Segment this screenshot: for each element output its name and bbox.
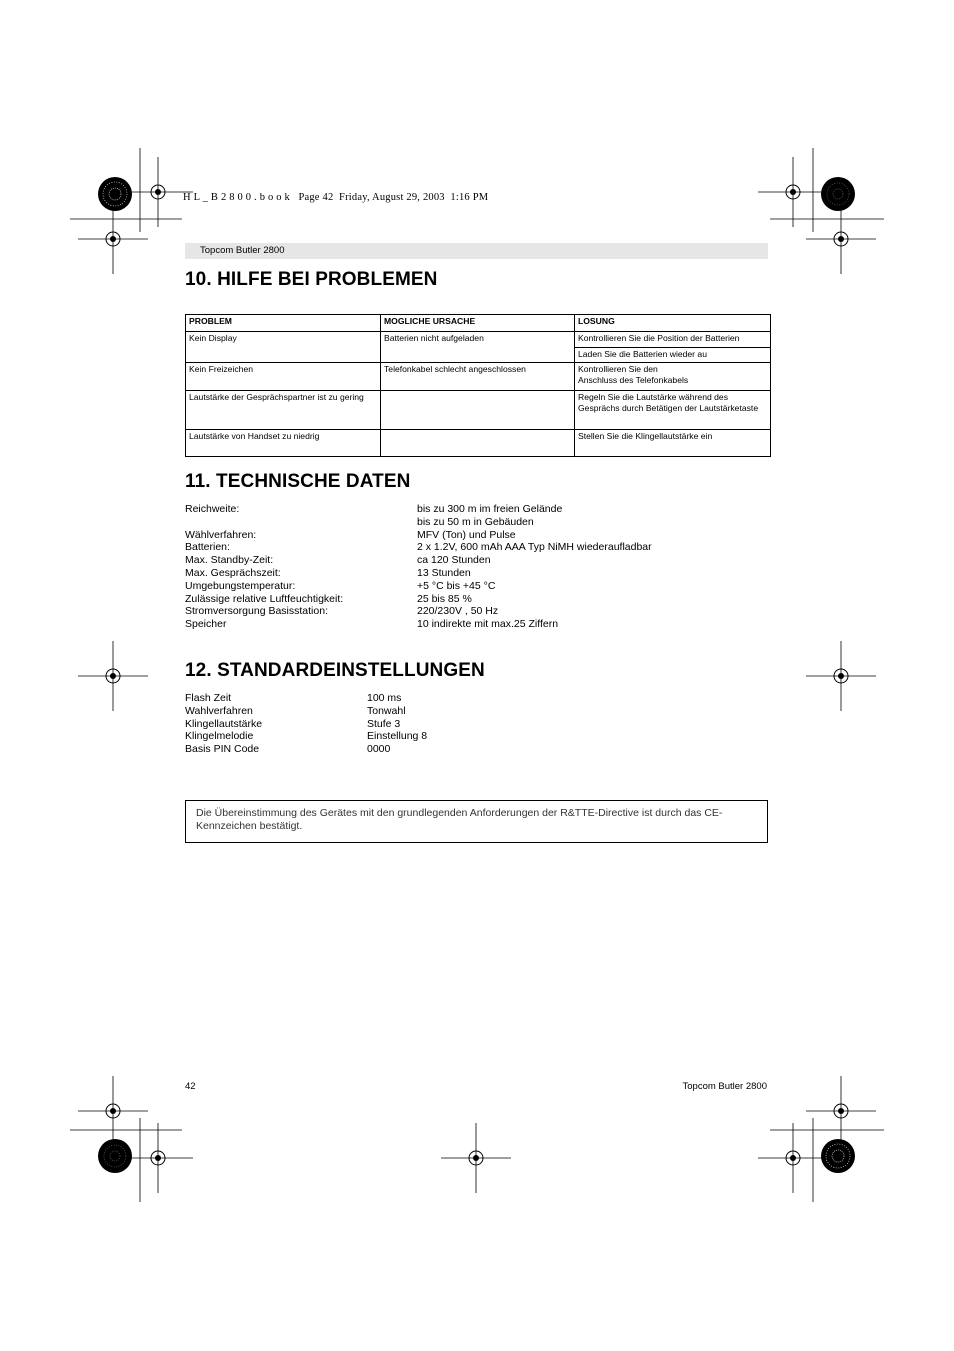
spec-value: ca 120 Stunden xyxy=(417,554,491,567)
setting-value: 100 ms xyxy=(367,692,402,704)
list-item xyxy=(185,743,427,756)
list-item xyxy=(185,529,652,542)
spec-value: bis zu 300 m im freien Gelände xyxy=(417,503,563,515)
cause-cell xyxy=(381,430,575,457)
problem-cell: Lautstärke von Handset zu niedrig xyxy=(186,430,381,457)
setting-value: 0000 xyxy=(367,743,391,756)
setting-value: Tonwahl xyxy=(367,704,406,717)
setting-value: Einstellung 8 xyxy=(367,730,428,743)
setting-label: Wahlverfahren xyxy=(185,704,253,717)
solution-cell: Laden Sie die Batterien wieder au xyxy=(575,347,771,362)
troubleshooting-table xyxy=(185,314,771,457)
solution-cell: Regeln Sie die Lautstärke während des Gesprächs durch Betätigen der Lautstärketaste xyxy=(575,390,771,430)
list-item xyxy=(185,567,652,580)
cause-cell: Telefonkabel schlecht angeschlossen xyxy=(381,362,575,390)
table-row xyxy=(186,390,771,430)
section-11-title: 11. TECHNISCHE DATEN xyxy=(185,471,411,492)
spec-value: 25 bis 85 % xyxy=(417,592,472,605)
spec-value: MFV (Ton) und Pulse xyxy=(417,528,516,541)
list-item xyxy=(185,605,652,618)
spec-label: Max. Standby-Zeit: xyxy=(185,554,274,567)
list-item xyxy=(185,730,427,743)
section-10-title: 10. HILFE BEI PROBLEMEN xyxy=(185,269,438,290)
spec-label: Wählverfahren: xyxy=(185,528,257,541)
solution-cell: Stellen Sie die Klingellautstärke ein xyxy=(575,430,771,457)
list-item xyxy=(185,705,427,718)
spec-label: Umgebungstemperatur: xyxy=(185,579,296,592)
solution-cell: Kontrollieren Sie die Position der Batterien xyxy=(575,332,771,347)
column-header: LOSUNG xyxy=(575,315,771,332)
list-item xyxy=(185,516,652,529)
default-settings-list xyxy=(185,692,427,756)
column-header: PROBLEM xyxy=(186,315,381,332)
problem-cell: Kein Freizeichen xyxy=(186,362,381,390)
setting-label: Basis PIN Code xyxy=(185,743,260,756)
print-info: H L _ B 2 8 0 0 . b o o k Page 42 Friday, August 29, 2003 1:16 PM xyxy=(183,192,489,203)
spec-value: 220/230V , 50 Hz xyxy=(417,605,499,618)
running-header xyxy=(185,243,768,259)
list-item xyxy=(185,692,427,705)
setting-value: Stufe 3 xyxy=(367,717,401,730)
list-item xyxy=(185,503,652,516)
table-row xyxy=(186,362,771,390)
cause-cell xyxy=(381,390,575,430)
problem-cell: Kein Display xyxy=(186,332,381,363)
table-row xyxy=(186,332,771,347)
list-item xyxy=(185,541,652,554)
cause-cell: Batterien nicht aufgeladen xyxy=(381,332,575,363)
spec-label: Batterien: xyxy=(185,541,230,554)
spec-value: 2 x 1.2V, 600 mAh AAA Typ NiMH wiederaufladbar xyxy=(417,541,652,554)
spec-label: Zulässige relative Luftfeuchtigkeit: xyxy=(185,592,344,605)
problem-cell: Lautstärke der Gesprächspartner ist zu gering xyxy=(186,390,381,430)
spec-value: 13 Stunden xyxy=(417,566,471,579)
spec-value: bis zu 50 m in Gebäuden xyxy=(417,515,534,528)
section-12-title: 12. STANDARDEINSTELLUNGEN xyxy=(185,660,485,681)
list-item xyxy=(185,718,427,731)
spec-value: +5 °C bis +45 °C xyxy=(417,579,496,592)
header-product: Topcom Butler 2800 xyxy=(200,245,285,256)
table-header-row xyxy=(186,315,771,332)
spec-value: 10 indirekte mit max.25 Ziffern xyxy=(417,618,559,631)
spec-label xyxy=(185,516,417,529)
tech-specs-list xyxy=(185,503,652,631)
setting-label: Klingelmelodie xyxy=(185,730,254,743)
page-number: 42 xyxy=(185,1081,196,1092)
solution-cell: Kontrollieren Sie den Anschluss des Telefonkabels xyxy=(575,362,771,390)
list-item xyxy=(185,618,652,631)
list-item xyxy=(185,554,652,567)
spec-label: Reichweite: xyxy=(185,503,240,515)
list-item xyxy=(185,580,652,593)
ce-notice-box: Die Übereinstimmung des Gerätes mit den grundlegenden Anforderungen der R&TTE-Directive ist durch das CE-Kennzeichen bestätigt. xyxy=(185,800,768,843)
setting-label: Flash Zeit xyxy=(185,692,232,704)
list-item xyxy=(185,593,652,606)
setting-label: Klingellautstärke xyxy=(185,717,263,730)
spec-label: Max. Gesprächszeit: xyxy=(185,566,281,579)
spec-label: Speicher xyxy=(185,618,227,631)
footer-product: Topcom Butler 2800 xyxy=(682,1081,767,1092)
column-header: MOGLICHE URSACHE xyxy=(381,315,575,332)
table-row xyxy=(186,430,771,457)
spec-label: Stromversorgung Basisstation: xyxy=(185,605,328,618)
